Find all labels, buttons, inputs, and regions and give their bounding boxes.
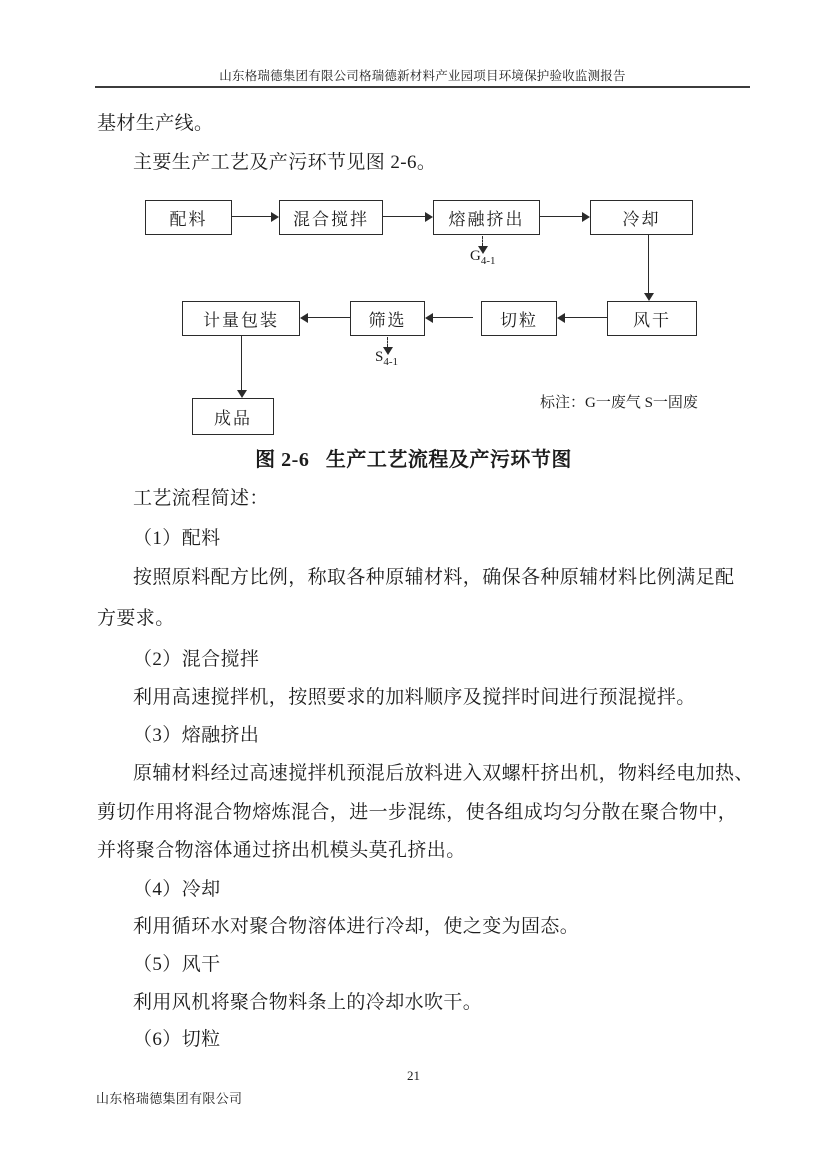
flow-arrow-right bbox=[232, 216, 271, 217]
footer-company: 山东格瑞德集团有限公司 bbox=[96, 1091, 243, 1106]
flow-step-pelletizing: 切粒 bbox=[481, 301, 557, 336]
flow-step-mixing: 混合搅拌 bbox=[279, 200, 383, 235]
body-line: 并将聚合物溶体通过挤出机模头莫孔挤出。 bbox=[97, 840, 466, 861]
body-line: 利用循环水对聚合物溶体进行冷却，使之变为固态。 bbox=[133, 916, 580, 937]
emission-code: G bbox=[470, 248, 481, 264]
body-line: 工艺流程简述： bbox=[133, 488, 269, 509]
emission-subscript: 4-1 bbox=[383, 356, 399, 368]
body-line: 利用风机将聚合物料条上的冷却水吹干。 bbox=[133, 992, 483, 1013]
flow-arrow-down bbox=[241, 336, 242, 390]
body-line: 利用高速搅拌机，按照要求的加料顺序及搅拌时间进行预混搅拌。 bbox=[133, 687, 696, 708]
body-line: （3）熔融挤出 bbox=[133, 725, 260, 746]
flow-step-air-drying: 风干 bbox=[607, 301, 697, 336]
body-line: （6）切粒 bbox=[133, 1029, 221, 1050]
flow-step-weighing-packaging: 计量包装 bbox=[182, 301, 300, 336]
emission-arrow-gas bbox=[482, 236, 483, 246]
flow-arrow-left bbox=[433, 317, 473, 318]
flow-step-batching: 配料 bbox=[145, 200, 232, 235]
body-line: （1）配料 bbox=[133, 528, 221, 549]
page-number: 21 bbox=[407, 1068, 420, 1083]
emission-code: S bbox=[375, 349, 384, 365]
page-header-title: 山东格瑞德集团有限公司格瑞德新材料产业园项目环境保护验收监测报告 bbox=[219, 69, 626, 83]
body-line: （2）混合搅拌 bbox=[133, 649, 260, 670]
flow-legend: 标注：G一废气 S一固废 bbox=[540, 395, 698, 411]
body-line: 基材生产线。 bbox=[97, 113, 214, 134]
body-line: （5）风干 bbox=[133, 954, 221, 975]
flow-step-finished-product: 成品 bbox=[192, 398, 274, 435]
header-rule bbox=[95, 86, 750, 88]
flow-arrow-left bbox=[308, 317, 350, 318]
flow-arrow-right bbox=[540, 216, 582, 217]
body-line: 原辅材料经过高速搅拌机预混后放料进入双螺杆挤出机，物料经电加热、 bbox=[133, 763, 754, 784]
body-line: 按照原料配方比例，称取各种原辅材料，确保各种原辅材料比例满足配 bbox=[133, 567, 735, 588]
emission-label-gas bbox=[470, 248, 496, 267]
flow-arrow-down bbox=[648, 235, 649, 293]
emission-label-solid-waste bbox=[375, 349, 398, 368]
flow-step-screening: 筛选 bbox=[350, 301, 425, 336]
flow-arrow-right bbox=[383, 216, 425, 217]
figure-caption: 图 2-6 生产工艺流程及产污环节图 bbox=[255, 449, 572, 471]
flow-step-melt-extrusion: 熔融挤出 bbox=[433, 200, 540, 235]
body-line: （4）冷却 bbox=[133, 879, 221, 900]
body-line: 方要求。 bbox=[97, 608, 175, 629]
emission-arrow-solid-waste bbox=[387, 337, 388, 347]
emission-subscript: 4-1 bbox=[480, 255, 496, 267]
flow-arrow-left bbox=[565, 317, 607, 318]
body-line: 主要生产工艺及产污环节见图 2-6。 bbox=[133, 152, 437, 173]
body-line: 剪切作用将混合物熔炼混合，进一步混练，使各组成均匀分散在聚合物中， bbox=[97, 802, 738, 823]
flow-step-cooling: 冷却 bbox=[590, 200, 693, 235]
